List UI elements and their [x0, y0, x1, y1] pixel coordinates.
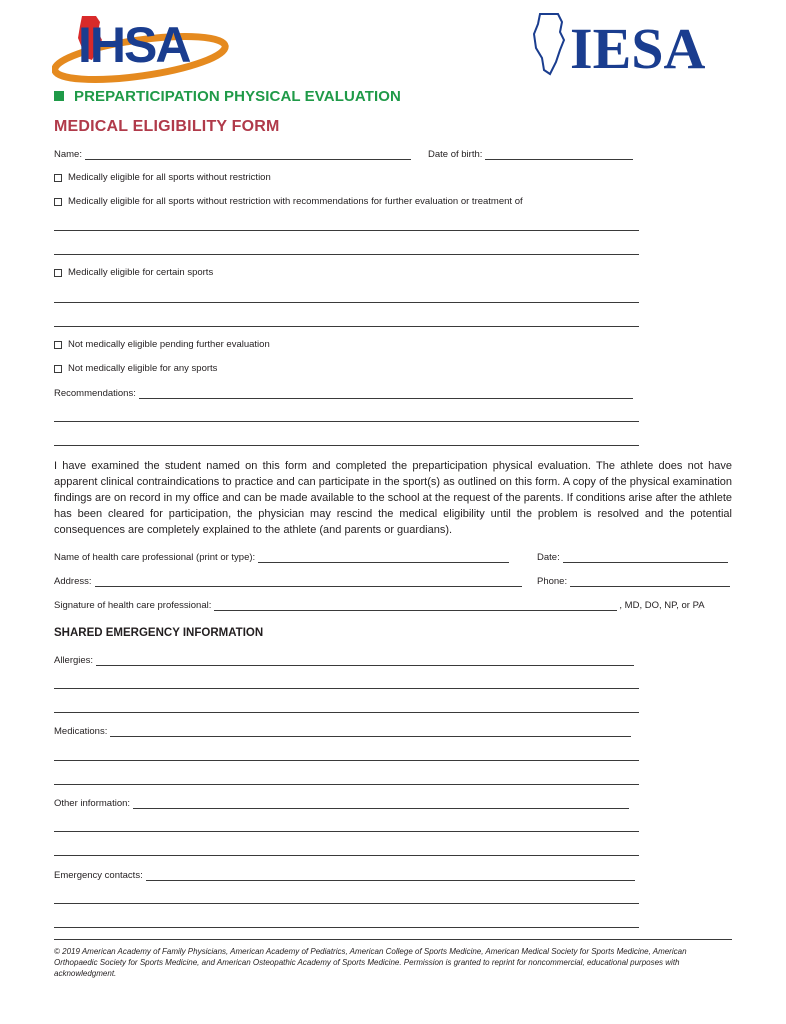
professional-name-field[interactable]: [54, 550, 509, 563]
other-information-field[interactable]: [54, 796, 629, 809]
signature-field[interactable]: [54, 598, 705, 611]
allergies-label: Allergies:: [54, 655, 94, 666]
checkbox-icon[interactable]: [54, 174, 62, 182]
medications-label: Medications:: [54, 726, 108, 737]
dob-input-line[interactable]: [485, 151, 633, 160]
checkbox-icon[interactable]: [54, 198, 62, 206]
attestation-paragraph: I have examined the student named on this form and completed the preparticipation physical evaluation. The athlete does not have apparent clinical contraindications to practice and can participate in the sport(s) as outlined on this form. A copy of the physical examination findings are on record in my office and can be made available to the school at the request of the parents. If conditions arise after the athlete has been cleared for participation, the physician may rescind the medical eligibility until the problem is resolved and the potential consequences are completely explained to the athlete (and parents or guardians).: [54, 460, 732, 536]
bullet-square-icon: [54, 91, 64, 101]
address-field[interactable]: [54, 574, 522, 587]
recommendations-input-line[interactable]: [139, 390, 633, 399]
medications-field[interactable]: [54, 724, 631, 737]
name-field[interactable]: [54, 147, 411, 160]
option-not-eligible[interactable]: [54, 362, 217, 375]
option-label: Not medically eligible pending further evaluation: [68, 339, 270, 350]
other-information-label: Other information:: [54, 798, 131, 809]
writing-line[interactable]: [54, 254, 639, 255]
emergency-contacts-label: Emergency contacts:: [54, 870, 143, 881]
writing-line[interactable]: [54, 831, 639, 832]
writing-line[interactable]: [54, 302, 639, 303]
professional-name-input-line[interactable]: [258, 554, 509, 563]
address-input-line[interactable]: [95, 578, 522, 587]
writing-line[interactable]: [54, 421, 639, 422]
medications-input-line[interactable]: [110, 728, 631, 737]
writing-line[interactable]: [54, 445, 639, 446]
date-input-line[interactable]: [563, 554, 728, 563]
writing-line[interactable]: [54, 688, 639, 689]
copyright-footer: © 2019 American Academy of Family Physicians, American Academy of Pediatrics, American College of Sports Medicine, American Medical Society for Sports Medicine, American Orthopaedic Society for Sports Medicine, and American Osteopathic Academy of Sports Medicine. Permission is granted to reprint for noncommercial, educational purposes with acknowledgment.: [54, 947, 687, 978]
allergies-field[interactable]: [54, 653, 634, 666]
signature-input-line[interactable]: [214, 602, 617, 611]
phone-label: Phone:: [537, 576, 568, 587]
professional-name-label: Name of health care professional (print or type):: [54, 552, 256, 563]
dob-label: Date of birth:: [428, 149, 483, 160]
emergency-contacts-field[interactable]: [54, 868, 635, 881]
writing-line[interactable]: [54, 230, 639, 231]
emergency-section-title: SHARED EMERGENCY INFORMATION: [54, 627, 264, 639]
writing-line[interactable]: [54, 760, 639, 761]
other-information-input-line[interactable]: [133, 800, 629, 809]
writing-line[interactable]: [54, 712, 639, 713]
writing-line[interactable]: [54, 927, 639, 928]
ihsa-logo-text: IHSA: [78, 17, 190, 73]
ihsa-logo: [52, 8, 238, 88]
checkbox-icon[interactable]: [54, 341, 62, 349]
name-input-line[interactable]: [85, 151, 411, 160]
option-pending-evaluation[interactable]: [54, 338, 270, 351]
name-label: Name:: [54, 149, 82, 160]
form-title: MEDICAL ELIGIBILITY FORM: [54, 118, 280, 135]
address-label: Address:: [54, 576, 92, 587]
option-eligible-all[interactable]: [54, 171, 271, 184]
option-label: Medically eligible for all sports without restriction with recommendations for further evaluation or treatment of: [68, 196, 523, 207]
option-label: Not medically eligible for any sports: [68, 363, 218, 374]
phone-input-line[interactable]: [570, 578, 730, 587]
option-label: Medically eligible for all sports without restriction: [68, 172, 271, 183]
option-eligible-with-recommendations[interactable]: [54, 195, 523, 208]
dob-field[interactable]: [428, 147, 633, 160]
date-field[interactable]: [537, 550, 728, 563]
writing-line[interactable]: [54, 855, 639, 856]
writing-line[interactable]: [54, 784, 639, 785]
recommendations-field[interactable]: [54, 386, 633, 399]
section-heading: [54, 87, 401, 105]
writing-line[interactable]: [54, 326, 639, 327]
option-eligible-certain-sports[interactable]: [54, 266, 213, 279]
checkbox-icon[interactable]: [54, 269, 62, 277]
emergency-contacts-input-line[interactable]: [146, 872, 635, 881]
section-title: PREPARTICIPATION PHYSICAL EVALUATION: [74, 87, 401, 105]
credentials-text: , MD, DO, NP, or PA: [619, 600, 705, 611]
recommendations-label: Recommendations:: [54, 388, 136, 399]
checkbox-icon[interactable]: [54, 365, 62, 373]
iesa-logo: [530, 10, 730, 78]
phone-field[interactable]: [537, 574, 730, 587]
date-label: Date:: [537, 552, 560, 563]
writing-line[interactable]: [54, 903, 639, 904]
signature-label: Signature of health care professional:: [54, 600, 212, 611]
footer-divider: [54, 939, 732, 940]
allergies-input-line[interactable]: [96, 657, 634, 666]
iesa-logo-text: IESA: [570, 16, 706, 78]
option-label: Medically eligible for certain sports: [68, 267, 214, 278]
